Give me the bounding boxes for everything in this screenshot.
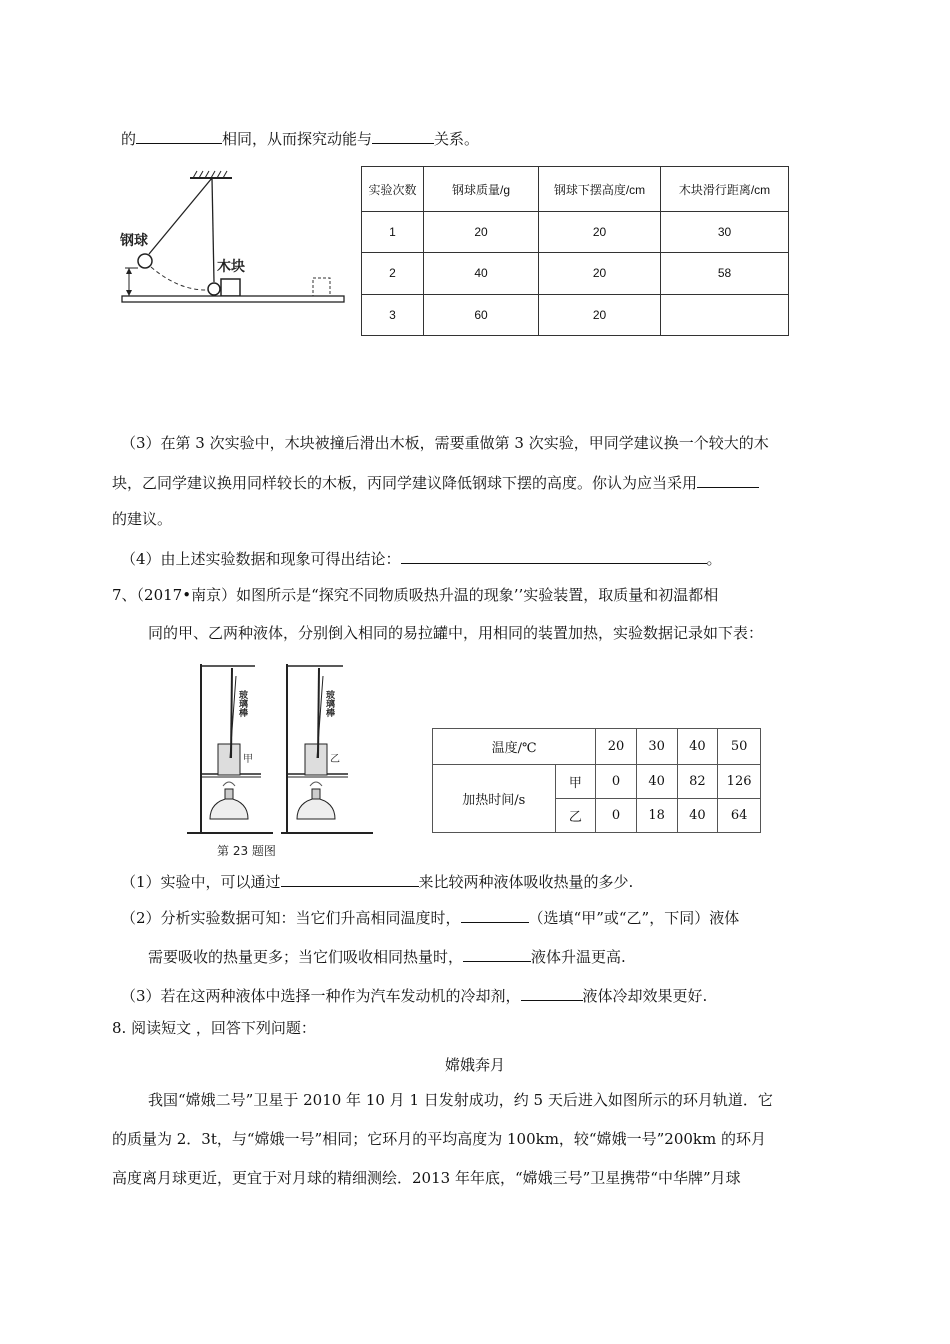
table-row	[362, 212, 789, 253]
intro-line	[121, 127, 479, 149]
can-label-jia: 甲	[243, 754, 253, 765]
row-label: 乙	[555, 799, 596, 833]
table-row	[433, 765, 761, 799]
table-cell: 40	[636, 765, 677, 799]
intro-suffix: 关系。	[434, 130, 480, 148]
table-cell: 20	[424, 212, 539, 253]
q3-line3: 的建议。	[112, 510, 173, 528]
table-cell: 20	[539, 253, 661, 294]
q7-2-line2	[148, 945, 626, 967]
q8-intro: 8. 阅读短文 ，回答下列问题：	[112, 1019, 316, 1037]
table-cell: 40	[677, 799, 718, 833]
experiment-table-2	[432, 728, 761, 833]
q7-2-a: （2）分析实验数据可知：当它们升高相同温度时，	[121, 909, 461, 927]
heating-apparatus-figure	[180, 658, 380, 860]
q4-text: （4）由上述实验数据和现象可得出结论：	[121, 550, 401, 568]
q7-line2: 同的甲、乙两种液体，分别倒入相同的易拉罐中，用相同的装置加热，实验数据记录如下表：	[148, 624, 764, 642]
q7-2-line1	[121, 906, 739, 928]
q7-3-line	[121, 984, 707, 1006]
figure-caption: 第 23 题图	[217, 844, 276, 858]
rod-label-1: 玻璃棒	[237, 690, 247, 717]
intro-middle: 相同，从而探究动能与	[222, 130, 373, 148]
table-cell: 18	[636, 799, 677, 833]
answer-blank[interactable]	[372, 127, 434, 144]
q7-1-a: （1）实验中，可以通过	[121, 873, 281, 891]
q7-2-b: （选填“甲”或“乙”，下同）液体	[528, 909, 740, 927]
answer-blank[interactable]	[461, 906, 529, 923]
q7-line1: 7、（2017•南京）如图所示是“探究不同物质吸热升温的现象’’实验装置，取质量和初温都相	[112, 586, 719, 604]
ball-label: 钢球	[120, 233, 148, 249]
table-cell: 20	[596, 729, 637, 765]
table-cell: 30	[636, 729, 677, 765]
passage-line2: 的质量为 2．3t，与“嫦娥一号”相同；它环月的平均高度为 100km，较“嫦娥一号”200km 的环月	[112, 1130, 766, 1148]
table-cell: 30	[661, 212, 789, 253]
table-header: 实验次数	[362, 167, 424, 212]
answer-blank[interactable]	[521, 984, 583, 1001]
table-row	[362, 294, 789, 335]
table-cell: 40	[677, 729, 718, 765]
q4-line	[121, 547, 722, 569]
table-cell: 60	[424, 294, 539, 335]
table-cell: 64	[718, 799, 761, 833]
time-header: 加热时间/s	[433, 765, 556, 833]
q7-2-c: 需要吸收的热量更多；当它们吸收相同热量时，	[148, 948, 464, 966]
table-cell: 40	[424, 253, 539, 294]
answer-blank[interactable]	[463, 945, 531, 962]
table-row	[433, 729, 761, 765]
table-cell[interactable]	[661, 294, 789, 335]
answer-blank[interactable]	[401, 547, 707, 564]
passage-line3: 高度离月球更近，更宜于对月球的精细测绘．2013 年年底，“嫦娥三号”卫星携带“中华牌”月球	[112, 1169, 741, 1187]
can-label-yi: 乙	[330, 754, 340, 765]
q7-3-a: （3）若在这两种液体中选择一种作为汽车发动机的冷却剂，	[121, 987, 521, 1005]
answer-blank[interactable]	[281, 870, 419, 887]
answer-blank[interactable]	[697, 471, 759, 488]
q4-end: 。	[706, 550, 722, 568]
table-cell: 20	[539, 294, 661, 335]
q7-1-b: 来比较两种液体吸收热量的多少.	[418, 873, 634, 891]
experiment-table-1	[361, 166, 789, 336]
rod-label-2: 玻璃棒	[324, 690, 334, 717]
table-cell: 0	[596, 799, 637, 833]
q3-line2	[112, 471, 759, 493]
pendulum-figure	[118, 168, 350, 316]
table-cell: 2	[362, 253, 424, 294]
q7-3-b: 液体冷却效果更好.	[582, 987, 708, 1005]
q3-line1: （3）在第 3 次实验中，木块被撞后滑出木板，需要重做第 3 次实验，甲同学建议换一个较大的木	[121, 434, 769, 452]
table-header: 木块滑行距离/cm	[661, 167, 789, 212]
block-label: 木块	[217, 259, 245, 275]
passage-title: 嫦娥奔月	[444, 1056, 505, 1074]
q7-1-line	[121, 870, 633, 892]
passage-line1: 我国“嫦娥二号”卫星于 2010 年 10 月 1 日发射成功，约 5 天后进入如图所示的环月轨道．它	[148, 1091, 773, 1109]
table-header: 钢球下摆高度/cm	[539, 167, 661, 212]
table-header: 钢球质量/g	[424, 167, 539, 212]
table-cell: 20	[539, 212, 661, 253]
table-cell: 126	[718, 765, 761, 799]
table-cell: 1	[362, 212, 424, 253]
table-cell: 50	[718, 729, 761, 765]
temp-header: 温度/℃	[433, 729, 596, 765]
intro-prefix: 的	[121, 130, 137, 148]
table-cell: 3	[362, 294, 424, 335]
row-label: 甲	[555, 765, 596, 799]
q7-2-d: 液体升温更高.	[531, 948, 626, 966]
table-cell: 0	[596, 765, 637, 799]
answer-blank[interactable]	[136, 127, 222, 144]
table-cell: 82	[677, 765, 718, 799]
q3-line2-text: 块，乙同学建议换用同样较长的木板，丙同学建议降低钢球下摆的高度。你认为应当采用	[112, 474, 698, 492]
table-cell: 58	[661, 253, 789, 294]
table-row	[362, 253, 789, 294]
